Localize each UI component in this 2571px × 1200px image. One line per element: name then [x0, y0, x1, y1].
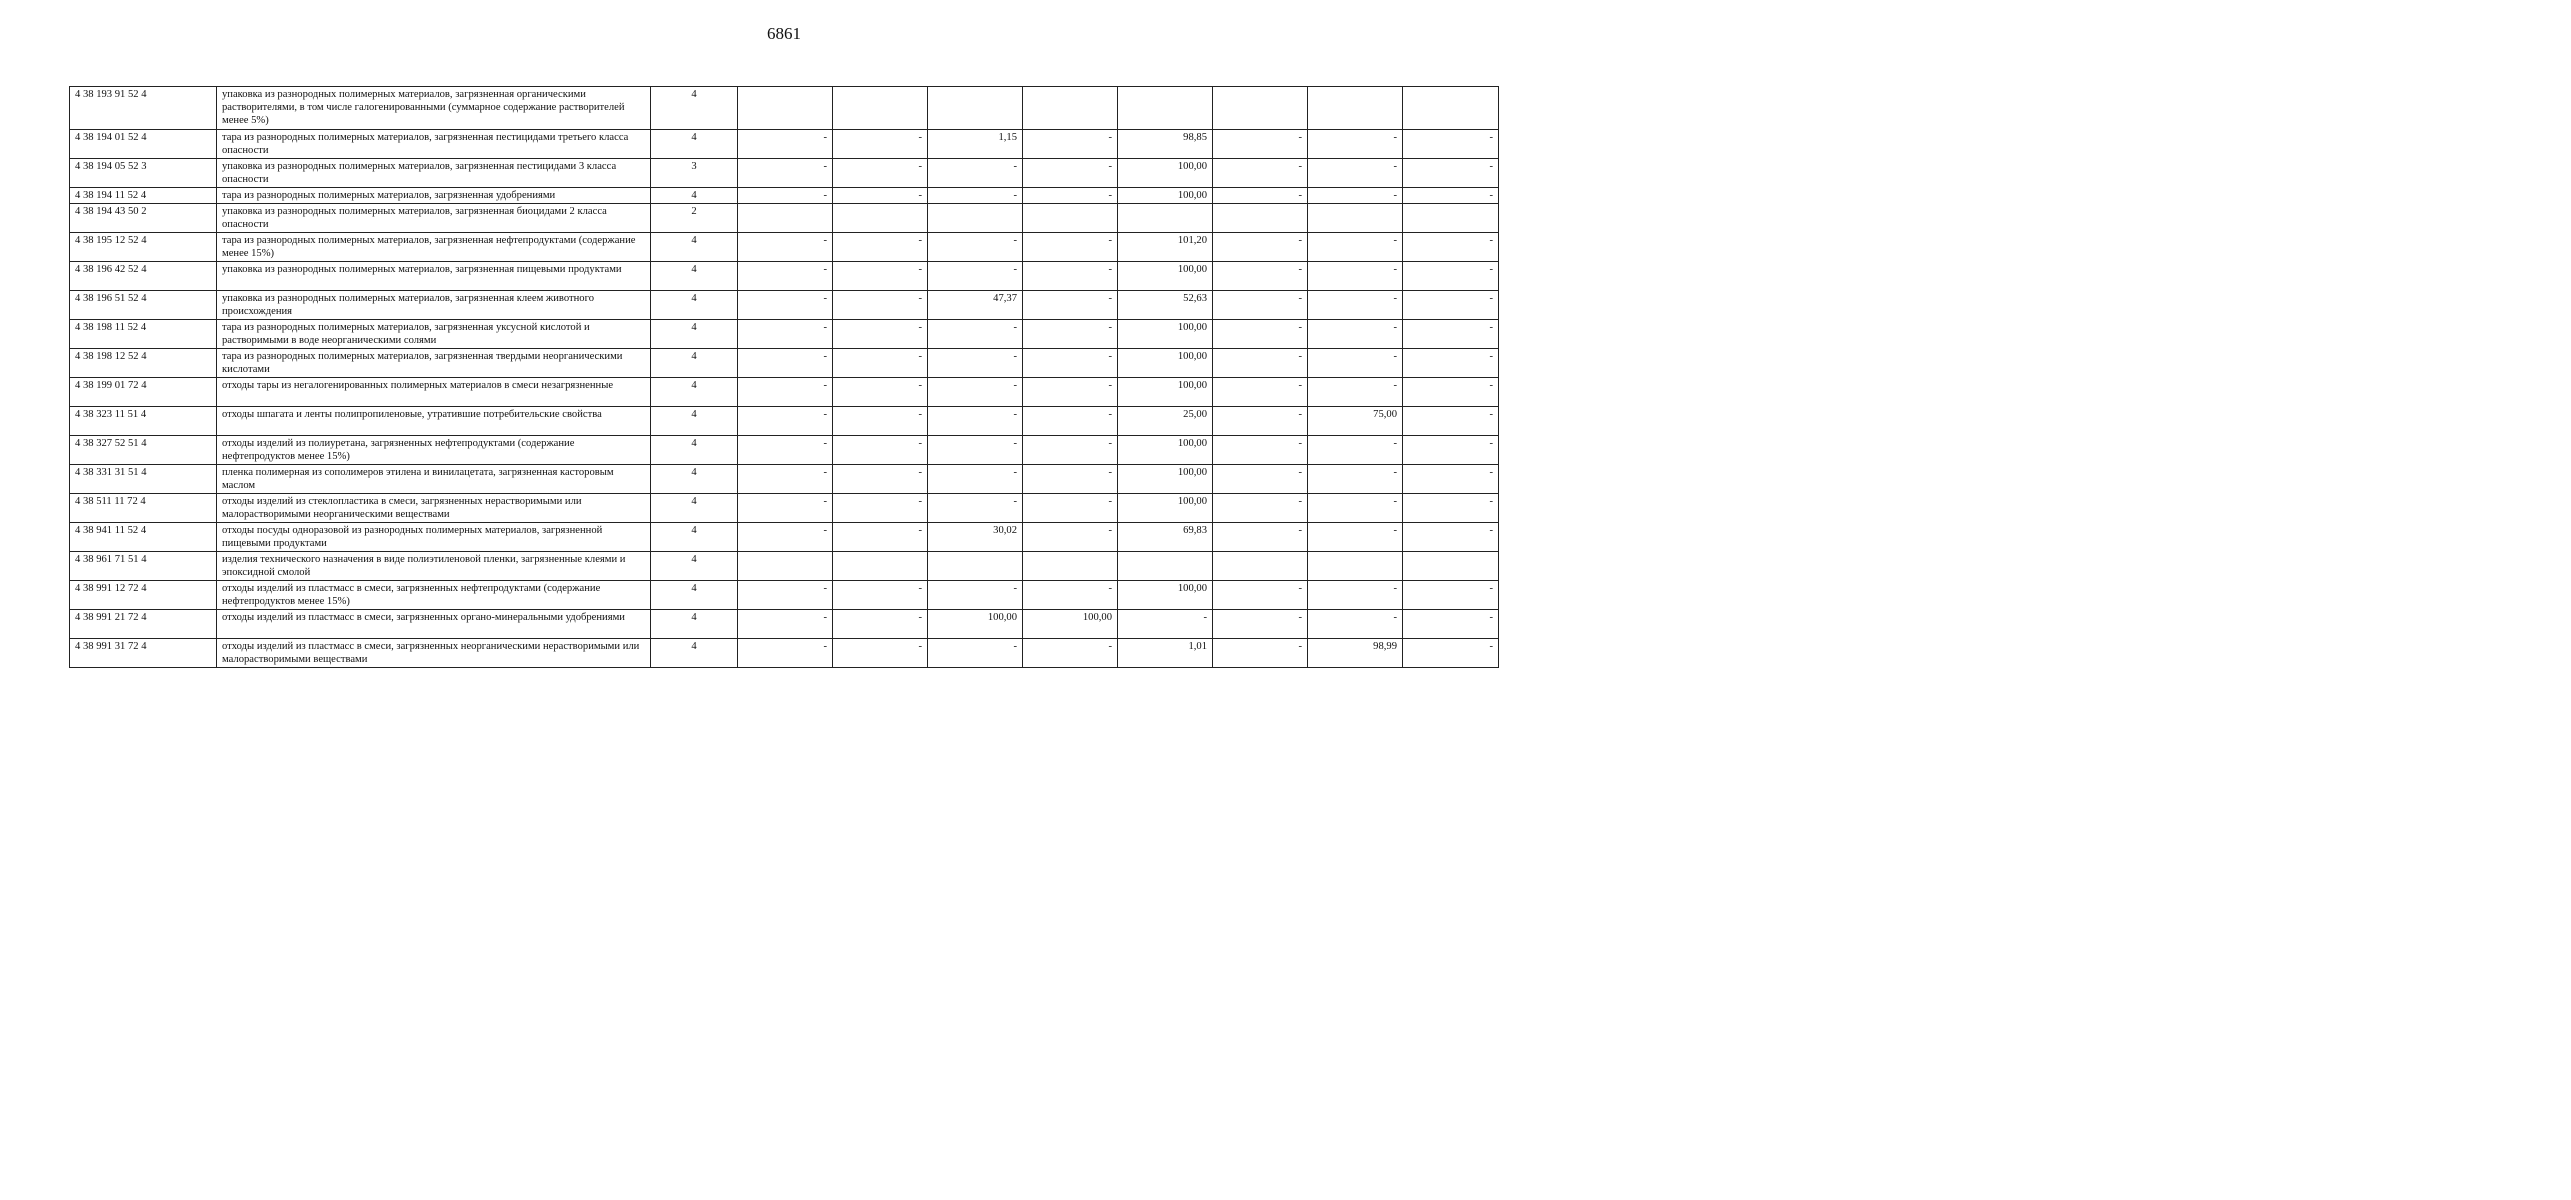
- value-cell-2: -: [833, 436, 928, 465]
- waste-name-cell: отходы изделий из стеклопластика в смеси, загрязненных нерастворимыми или малорастворимыми неорганическими веществами: [217, 494, 651, 523]
- table-row: [70, 291, 1499, 320]
- value-cell-5: [1118, 552, 1213, 581]
- waste-code-cell: 4 38 991 12 72 4: [70, 581, 217, 610]
- table-row: [70, 320, 1499, 349]
- value-cell-7: -: [1308, 465, 1403, 494]
- value-cell-2: [833, 552, 928, 581]
- waste-code-cell: 4 38 196 51 52 4: [70, 291, 217, 320]
- value-cell-3: -: [928, 465, 1023, 494]
- value-cell-3: [928, 204, 1023, 233]
- value-cell-1: -: [738, 436, 833, 465]
- value-cell-5: 52,63: [1118, 291, 1213, 320]
- value-cell-6: [1213, 204, 1308, 233]
- table-row: [70, 204, 1499, 233]
- value-cell-3: -: [928, 407, 1023, 436]
- value-cell-5: 25,00: [1118, 407, 1213, 436]
- waste-name-cell: отходы шпагата и ленты полипропиленовые, утратившие потребительские свойства: [217, 407, 651, 436]
- waste-code-cell: 4 38 511 11 72 4: [70, 494, 217, 523]
- value-cell-1: -: [738, 262, 833, 291]
- value-cell-2: -: [833, 262, 928, 291]
- waste-code-cell: 4 38 198 12 52 4: [70, 349, 217, 378]
- value-cell-7: -: [1308, 349, 1403, 378]
- waste-code-cell: 4 38 331 31 51 4: [70, 465, 217, 494]
- value-cell-3: 47,37: [928, 291, 1023, 320]
- value-cell-4: -: [1023, 262, 1118, 291]
- value-cell-3: -: [928, 349, 1023, 378]
- value-cell-2: -: [833, 291, 928, 320]
- table-row: [70, 494, 1499, 523]
- value-cell-3: -: [928, 436, 1023, 465]
- value-cell-6: -: [1213, 262, 1308, 291]
- value-cell-4: -: [1023, 465, 1118, 494]
- waste-code-cell: 4 38 941 11 52 4: [70, 523, 217, 552]
- hazard-class-cell: 4: [651, 291, 738, 320]
- table-row: [70, 523, 1499, 552]
- value-cell-3: 1,15: [928, 130, 1023, 159]
- value-cell-7: -: [1308, 159, 1403, 188]
- value-cell-6: [1213, 87, 1308, 130]
- value-cell-5: 100,00: [1118, 378, 1213, 407]
- value-cell-5: 100,00: [1118, 349, 1213, 378]
- value-cell-4: -: [1023, 639, 1118, 668]
- hazard-class-cell: 2: [651, 204, 738, 233]
- value-cell-4: -: [1023, 436, 1118, 465]
- value-cell-2: -: [833, 349, 928, 378]
- value-cell-6: -: [1213, 610, 1308, 639]
- waste-code-cell: 4 38 193 91 52 4: [70, 87, 217, 130]
- value-cell-2: [833, 204, 928, 233]
- value-cell-5: 100,00: [1118, 320, 1213, 349]
- value-cell-2: -: [833, 159, 928, 188]
- value-cell-3: -: [928, 581, 1023, 610]
- value-cell-8: -: [1403, 233, 1499, 262]
- waste-code-cell: 4 38 327 52 51 4: [70, 436, 217, 465]
- value-cell-2: -: [833, 378, 928, 407]
- table-row: [70, 159, 1499, 188]
- value-cell-4: -: [1023, 378, 1118, 407]
- value-cell-8: [1403, 552, 1499, 581]
- value-cell-4: [1023, 552, 1118, 581]
- waste-name-cell: тара из разнородных полимерных материалов, загрязненная пестицидами третьего класса опасности: [217, 130, 651, 159]
- value-cell-7: 75,00: [1308, 407, 1403, 436]
- waste-name-cell: упаковка из разнородных полимерных материалов, загрязненная пестицидами 3 класса опасности: [217, 159, 651, 188]
- waste-code-cell: 4 38 194 11 52 4: [70, 188, 217, 204]
- waste-code-cell: 4 38 991 21 72 4: [70, 610, 217, 639]
- value-cell-6: -: [1213, 523, 1308, 552]
- value-cell-7: [1308, 552, 1403, 581]
- table-row: [70, 639, 1499, 668]
- hazard-class-cell: 4: [651, 465, 738, 494]
- value-cell-6: -: [1213, 436, 1308, 465]
- hazard-class-cell: 4: [651, 130, 738, 159]
- value-cell-7: -: [1308, 233, 1403, 262]
- value-cell-3: -: [928, 188, 1023, 204]
- hazard-class-cell: 4: [651, 87, 738, 130]
- value-cell-4: -: [1023, 159, 1118, 188]
- value-cell-3: 30,02: [928, 523, 1023, 552]
- value-cell-1: -: [738, 291, 833, 320]
- value-cell-3: -: [928, 639, 1023, 668]
- value-cell-6: -: [1213, 349, 1308, 378]
- value-cell-4: -: [1023, 349, 1118, 378]
- value-cell-2: -: [833, 639, 928, 668]
- value-cell-4: -: [1023, 494, 1118, 523]
- table-row: [70, 378, 1499, 407]
- value-cell-8: -: [1403, 188, 1499, 204]
- value-cell-8: -: [1403, 639, 1499, 668]
- waste-code-cell: 4 38 961 71 51 4: [70, 552, 217, 581]
- value-cell-3: -: [928, 159, 1023, 188]
- value-cell-2: -: [833, 130, 928, 159]
- value-cell-8: -: [1403, 610, 1499, 639]
- value-cell-3: -: [928, 378, 1023, 407]
- value-cell-4: -: [1023, 320, 1118, 349]
- value-cell-4: -: [1023, 523, 1118, 552]
- value-cell-2: -: [833, 494, 928, 523]
- page-number: 6861: [767, 24, 801, 43]
- value-cell-1: -: [738, 581, 833, 610]
- value-cell-2: -: [833, 610, 928, 639]
- hazard-class-cell: 4: [651, 436, 738, 465]
- value-cell-4: [1023, 204, 1118, 233]
- value-cell-5: 100,00: [1118, 436, 1213, 465]
- hazard-class-cell: 4: [651, 378, 738, 407]
- value-cell-7: -: [1308, 378, 1403, 407]
- hazard-class-cell: 4: [651, 349, 738, 378]
- value-cell-7: 98,99: [1308, 639, 1403, 668]
- value-cell-3: 100,00: [928, 610, 1023, 639]
- table-body: [70, 87, 1499, 668]
- value-cell-8: -: [1403, 349, 1499, 378]
- value-cell-5: -: [1118, 610, 1213, 639]
- value-cell-8: [1403, 87, 1499, 130]
- table-row: [70, 581, 1499, 610]
- waste-name-cell: отходы изделий из полиуретана, загрязненных нефтепродуктами (содержание нефтепродуктов менее 15%): [217, 436, 651, 465]
- table-row: [70, 233, 1499, 262]
- hazard-class-cell: 3: [651, 159, 738, 188]
- waste-name-cell: тара из разнородных полимерных материалов, загрязненная уксусной кислотой и растворимыми в воде неорганическими солями: [217, 320, 651, 349]
- value-cell-2: -: [833, 465, 928, 494]
- value-cell-7: -: [1308, 130, 1403, 159]
- value-cell-3: -: [928, 233, 1023, 262]
- hazard-class-cell: 4: [651, 233, 738, 262]
- value-cell-1: -: [738, 378, 833, 407]
- value-cell-1: -: [738, 494, 833, 523]
- waste-code-cell: 4 38 198 11 52 4: [70, 320, 217, 349]
- table-row: [70, 552, 1499, 581]
- value-cell-8: -: [1403, 262, 1499, 291]
- hazard-class-cell: 4: [651, 552, 738, 581]
- hazard-class-cell: 4: [651, 188, 738, 204]
- waste-name-cell: упаковка из разнородных полимерных материалов, загрязненная органическими растворителями, в том числе галогенированными (суммарное содержание растворителей менее 5%): [217, 87, 651, 130]
- value-cell-1: -: [738, 188, 833, 204]
- value-cell-3: [928, 552, 1023, 581]
- value-cell-7: -: [1308, 320, 1403, 349]
- waste-name-cell: упаковка из разнородных полимерных материалов, загрязненная биоцидами 2 класса опасности: [217, 204, 651, 233]
- value-cell-7: -: [1308, 581, 1403, 610]
- value-cell-2: -: [833, 523, 928, 552]
- value-cell-5: 101,20: [1118, 233, 1213, 262]
- value-cell-2: -: [833, 407, 928, 436]
- value-cell-7: [1308, 87, 1403, 130]
- value-cell-8: -: [1403, 465, 1499, 494]
- value-cell-6: -: [1213, 465, 1308, 494]
- value-cell-5: 100,00: [1118, 581, 1213, 610]
- value-cell-8: -: [1403, 581, 1499, 610]
- value-cell-1: -: [738, 159, 833, 188]
- waste-name-cell: отходы тары из негалогенированных полимерных материалов в смеси незагрязненные: [217, 378, 651, 407]
- value-cell-8: -: [1403, 378, 1499, 407]
- value-cell-6: -: [1213, 233, 1308, 262]
- waste-name-cell: тара из разнородных полимерных материалов, загрязненная твердыми неорганическими кислотами: [217, 349, 651, 378]
- waste-name-cell: отходы изделий из пластмасс в смеси, загрязненных органо-минеральными удобрениями: [217, 610, 651, 639]
- table-row: [70, 188, 1499, 204]
- waste-table: [69, 86, 1499, 668]
- waste-name-cell: тара из разнородных полимерных материалов, загрязненная удобрениями: [217, 188, 651, 204]
- value-cell-2: [833, 87, 928, 130]
- value-cell-6: -: [1213, 378, 1308, 407]
- waste-code-cell: 4 38 194 05 52 3: [70, 159, 217, 188]
- value-cell-7: [1308, 204, 1403, 233]
- value-cell-1: -: [738, 233, 833, 262]
- value-cell-6: -: [1213, 407, 1308, 436]
- value-cell-4: -: [1023, 291, 1118, 320]
- waste-code-cell: 4 38 194 43 50 2: [70, 204, 217, 233]
- value-cell-1: [738, 204, 833, 233]
- value-cell-8: -: [1403, 291, 1499, 320]
- waste-name-cell: отходы изделий из пластмасс в смеси, загрязненных неорганическими нерастворимыми или малорастворимыми веществами: [217, 639, 651, 668]
- value-cell-6: -: [1213, 188, 1308, 204]
- table-row: [70, 610, 1499, 639]
- waste-name-cell: изделия технического назначения в виде полиэтиленовой пленки, загрязненные клеями и эпоксидной смолой: [217, 552, 651, 581]
- waste-name-cell: упаковка из разнородных полимерных материалов, загрязненная пищевыми продуктами: [217, 262, 651, 291]
- value-cell-6: -: [1213, 581, 1308, 610]
- value-cell-7: -: [1308, 436, 1403, 465]
- value-cell-8: -: [1403, 523, 1499, 552]
- hazard-class-cell: 4: [651, 639, 738, 668]
- table-row: [70, 130, 1499, 159]
- value-cell-4: -: [1023, 233, 1118, 262]
- value-cell-2: -: [833, 320, 928, 349]
- table-row: [70, 262, 1499, 291]
- value-cell-3: -: [928, 262, 1023, 291]
- value-cell-6: -: [1213, 639, 1308, 668]
- waste-name-cell: упаковка из разнородных полимерных материалов, загрязненная клеем животного происхождения: [217, 291, 651, 320]
- value-cell-7: -: [1308, 262, 1403, 291]
- waste-code-cell: 4 38 199 01 72 4: [70, 378, 217, 407]
- value-cell-1: -: [738, 639, 833, 668]
- value-cell-3: [928, 87, 1023, 130]
- value-cell-8: -: [1403, 436, 1499, 465]
- value-cell-5: 100,00: [1118, 465, 1213, 494]
- table-row: [70, 407, 1499, 436]
- value-cell-1: -: [738, 130, 833, 159]
- value-cell-5: 100,00: [1118, 159, 1213, 188]
- value-cell-5: 98,85: [1118, 130, 1213, 159]
- value-cell-1: [738, 87, 833, 130]
- waste-name-cell: отходы посуды одноразовой из разнородных полимерных материалов, загрязненной пищевыми продуктами: [217, 523, 651, 552]
- table-row: [70, 87, 1499, 130]
- hazard-class-cell: 4: [651, 262, 738, 291]
- value-cell-5: 69,83: [1118, 523, 1213, 552]
- value-cell-2: -: [833, 581, 928, 610]
- value-cell-1: -: [738, 465, 833, 494]
- value-cell-7: -: [1308, 610, 1403, 639]
- value-cell-8: -: [1403, 159, 1499, 188]
- value-cell-1: -: [738, 523, 833, 552]
- value-cell-1: -: [738, 320, 833, 349]
- value-cell-4: -: [1023, 130, 1118, 159]
- waste-name-cell: пленка полимерная из сополимеров этилена и винилацетата, загрязненная касторовым маслом: [217, 465, 651, 494]
- value-cell-5: 100,00: [1118, 262, 1213, 291]
- value-cell-7: -: [1308, 188, 1403, 204]
- value-cell-5: 1,01: [1118, 639, 1213, 668]
- value-cell-5: 100,00: [1118, 188, 1213, 204]
- hazard-class-cell: 4: [651, 523, 738, 552]
- value-cell-4: [1023, 87, 1118, 130]
- value-cell-8: -: [1403, 130, 1499, 159]
- table-row: [70, 349, 1499, 378]
- value-cell-6: -: [1213, 320, 1308, 349]
- waste-code-cell: 4 38 195 12 52 4: [70, 233, 217, 262]
- waste-code-cell: 4 38 991 31 72 4: [70, 639, 217, 668]
- value-cell-3: -: [928, 494, 1023, 523]
- value-cell-1: [738, 552, 833, 581]
- waste-code-cell: 4 38 196 42 52 4: [70, 262, 217, 291]
- value-cell-4: -: [1023, 581, 1118, 610]
- value-cell-1: -: [738, 610, 833, 639]
- value-cell-6: -: [1213, 130, 1308, 159]
- hazard-class-cell: 4: [651, 610, 738, 639]
- value-cell-4: -: [1023, 407, 1118, 436]
- value-cell-7: -: [1308, 291, 1403, 320]
- value-cell-6: -: [1213, 291, 1308, 320]
- table-row: [70, 436, 1499, 465]
- waste-name-cell: тара из разнородных полимерных материалов, загрязненная нефтепродуктами (содержание менее 15%): [217, 233, 651, 262]
- value-cell-2: -: [833, 188, 928, 204]
- hazard-class-cell: 4: [651, 494, 738, 523]
- value-cell-8: [1403, 204, 1499, 233]
- waste-code-cell: 4 38 194 01 52 4: [70, 130, 217, 159]
- table-row: [70, 465, 1499, 494]
- value-cell-6: -: [1213, 159, 1308, 188]
- value-cell-3: -: [928, 320, 1023, 349]
- value-cell-5: [1118, 204, 1213, 233]
- value-cell-2: -: [833, 233, 928, 262]
- value-cell-6: [1213, 552, 1308, 581]
- value-cell-5: 100,00: [1118, 494, 1213, 523]
- value-cell-1: -: [738, 349, 833, 378]
- value-cell-8: -: [1403, 407, 1499, 436]
- hazard-class-cell: 4: [651, 320, 738, 349]
- value-cell-7: -: [1308, 523, 1403, 552]
- value-cell-6: -: [1213, 494, 1308, 523]
- value-cell-1: -: [738, 407, 833, 436]
- value-cell-8: -: [1403, 320, 1499, 349]
- hazard-class-cell: 4: [651, 407, 738, 436]
- waste-code-cell: 4 38 323 11 51 4: [70, 407, 217, 436]
- value-cell-5: [1118, 87, 1213, 130]
- value-cell-8: -: [1403, 494, 1499, 523]
- value-cell-7: -: [1308, 494, 1403, 523]
- hazard-class-cell: 4: [651, 581, 738, 610]
- value-cell-4: 100,00: [1023, 610, 1118, 639]
- value-cell-4: -: [1023, 188, 1118, 204]
- waste-name-cell: отходы изделий из пластмасс в смеси, загрязненных нефтепродуктами (содержание нефтепродуктов менее 15%): [217, 581, 651, 610]
